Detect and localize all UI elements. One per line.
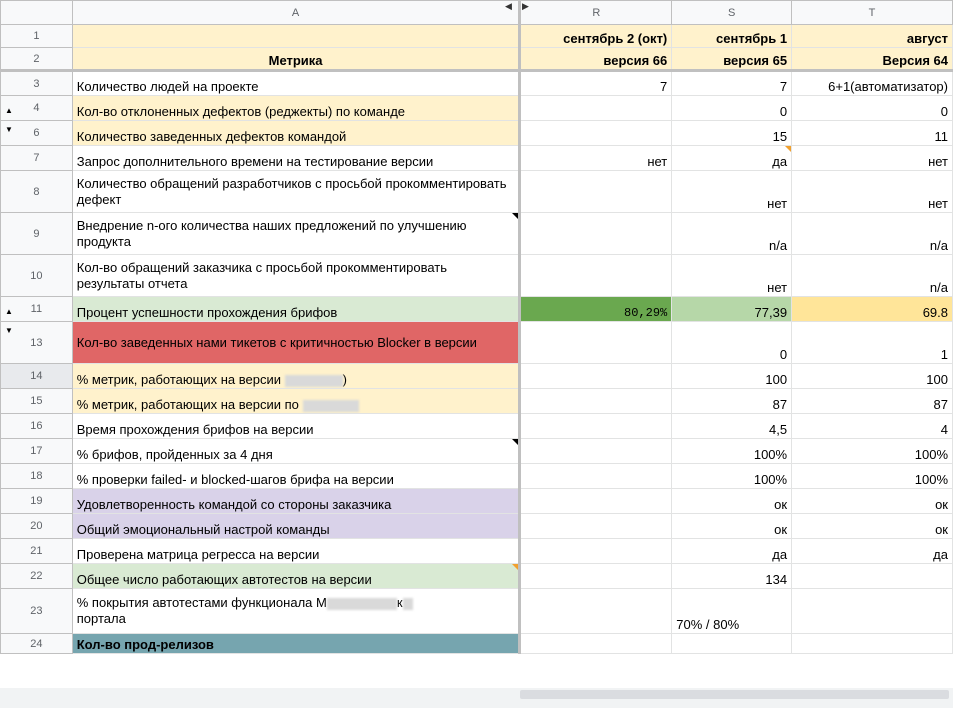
column-label-r: R [592,6,601,19]
triangle-left-icon[interactable]: ◀ [505,1,512,11]
row-header[interactable] [1,564,73,589]
table-row [1,389,953,414]
triangle-up-icon[interactable]: ▲ [5,106,13,115]
cell[interactable]: да [672,146,792,171]
row-number: 9 [33,227,40,240]
table-row [1,489,953,514]
row-number: 8 [33,185,40,198]
cell[interactable]: август [792,25,953,48]
triangle-down-icon[interactable]: ▼ [5,326,13,335]
table-row [1,213,953,255]
cell[interactable]: 7 [520,71,672,96]
row-header[interactable] [1,589,73,634]
row-header[interactable] [1,489,73,514]
row-header[interactable] [1,439,73,464]
row-header[interactable] [1,25,73,48]
cell[interactable] [520,96,672,121]
row-header[interactable] [1,255,73,297]
cell[interactable]: Кол-во обращений заказчика с просьбой прокомментировать результаты отчета [72,255,520,297]
cell[interactable]: 6+1(автоматизатор) [792,71,953,96]
column-header-t[interactable] [792,1,953,25]
cell[interactable]: нет [792,171,953,213]
row-header[interactable] [1,171,73,213]
cell[interactable]: 69.8 [792,297,953,322]
cell[interactable]: 100% [792,439,953,464]
cell[interactable]: 100 [792,364,953,389]
cell[interactable] [520,322,672,364]
row-header[interactable] [1,297,73,322]
cell[interactable]: n/a [792,213,953,255]
table-row [1,464,953,489]
row-number: 18 [30,470,43,482]
row-number: 3 [33,77,40,90]
cell[interactable]: 134 [672,564,792,589]
row-number: 15 [30,395,43,407]
cell[interactable]: ок [672,514,792,539]
triangle-up-icon[interactable]: ▲ [5,307,13,316]
cell[interactable]: ок [792,514,953,539]
row-header[interactable] [1,389,73,414]
row-header[interactable] [1,322,73,364]
cell[interactable]: 100% [792,464,953,489]
redacted-block [327,598,397,610]
cell[interactable]: 87 [672,389,792,414]
row-header[interactable] [1,48,73,71]
table-row [1,514,953,539]
cell[interactable]: нет [792,146,953,171]
row-number: 22 [30,570,43,582]
cell[interactable]: 0 [672,96,792,121]
row-number: 19 [30,495,43,507]
cell[interactable]: Версия 64 [792,48,953,71]
cell[interactable] [520,539,672,564]
table-row [1,322,953,364]
cell[interactable] [520,589,672,634]
column-header-a[interactable] [72,1,520,25]
cell[interactable] [520,564,672,589]
cell[interactable]: 77,39 [672,297,792,322]
cell[interactable] [520,514,672,539]
horizontal-scrollbar[interactable] [520,690,949,699]
row-header[interactable] [1,96,73,121]
cell-text: % покрытия автотестами функционала [76,595,313,610]
row-header[interactable] [1,364,73,389]
row-number: 13 [30,336,43,349]
table-row [1,414,953,439]
row-number: 24 [30,637,43,650]
cell[interactable]: Процент успешности прохождения брифов [72,297,520,322]
table-row [1,96,953,121]
cell[interactable] [72,589,520,634]
cell[interactable]: нет [520,146,672,171]
row-header[interactable] [1,414,73,439]
cell[interactable]: 1 [792,322,953,364]
row-header[interactable] [1,146,73,171]
row-header[interactable] [1,121,73,146]
select-all-corner[interactable] [1,1,73,25]
table-row [1,439,953,464]
column-label-s: S [728,6,736,19]
cell[interactable]: n/a [672,213,792,255]
cell[interactable]: ок [672,489,792,514]
row-header[interactable] [1,71,73,96]
cell[interactable]: нет [672,171,792,213]
row-number: 20 [30,520,43,532]
table-row [1,589,953,634]
cell[interactable] [72,389,520,414]
cell[interactable] [672,634,792,654]
cell[interactable]: 80,29% [520,297,672,322]
table-row [1,25,953,48]
cell[interactable] [520,414,672,439]
cell[interactable]: Запрос дополнительного времени на тестирование версии [72,146,520,171]
row-number: 2 [33,52,40,65]
cell[interactable]: 4,5 [672,414,792,439]
table-row [1,297,953,322]
cell[interactable]: 0 [792,96,953,121]
cell[interactable]: Количество заведенных дефектов командой [72,121,520,146]
redacted-block [303,400,359,412]
cell[interactable]: Кол-во прод-релизов [72,634,520,654]
cell[interactable] [520,121,672,146]
cell[interactable]: нет [672,255,792,297]
cell-text-mid2: к [396,595,403,610]
cell[interactable] [520,464,672,489]
row-number: 10 [30,269,43,282]
redacted-block [403,598,413,610]
row-header[interactable] [1,539,73,564]
cell[interactable] [72,25,520,48]
cell[interactable]: ок [792,489,953,514]
cell[interactable]: Проверена матрица регресса на версии [72,539,520,564]
cell[interactable]: сентябрь 1 [672,25,792,48]
table-row [1,539,953,564]
cell[interactable]: Удовлетворенность командой со стороны заказчика [72,489,520,514]
row-number: 17 [30,445,43,457]
cell-text-suffix: ) [342,372,347,387]
row-header[interactable] [1,514,73,539]
cell[interactable]: 7 [672,71,792,96]
cell[interactable]: % проверки failed- и blocked-шагов брифа на версии [72,464,520,489]
cell[interactable]: 87 [792,389,953,414]
row-number: 23 [30,605,43,617]
row-header[interactable] [1,634,73,654]
column-label-t: T [868,6,876,19]
table-row [1,364,953,389]
cell[interactable] [792,634,953,654]
cell[interactable] [792,589,953,634]
cell[interactable] [520,171,672,213]
cell[interactable]: 11 [792,121,953,146]
cell[interactable]: да [792,539,953,564]
cell[interactable]: Время прохождения брифов на версии [72,414,520,439]
cell-text: % метрик, работающих на версии по [76,397,299,412]
table-row [1,121,953,146]
cell[interactable] [520,255,672,297]
cell-text-mid: М [316,595,327,610]
row-number: 1 [33,30,40,42]
cell[interactable]: Количество людей на проекте [72,71,520,96]
redacted-block [285,375,343,387]
cell[interactable]: n/a [792,255,953,297]
cell[interactable] [520,439,672,464]
column-header-r[interactable] [520,1,672,25]
table-row [1,634,953,654]
cell[interactable]: 15 [672,121,792,146]
cell[interactable]: Общее число работающих автотестов на версии [72,564,520,589]
row-number: 16 [30,420,43,432]
cell[interactable]: % брифов, пройденных за 4 дня [72,439,520,464]
table-row [1,71,953,96]
cell[interactable] [520,489,672,514]
cell[interactable] [72,364,520,389]
column-label-a: A [291,6,300,19]
cell[interactable]: Внедрение n-ого количества наших предложений по улучшению продукта [72,213,520,255]
triangle-right-icon[interactable]: ▶ [522,1,529,11]
row-number: 7 [33,152,40,164]
cell[interactable]: 100% [672,464,792,489]
cell-text: % метрик, работающих на версии [76,372,281,387]
cell[interactable] [520,389,672,414]
cell[interactable]: да [672,539,792,564]
cell[interactable] [520,634,672,654]
table-row [1,146,953,171]
cell[interactable]: версия 66 [520,48,672,71]
cell[interactable]: сентябрь 2 (окт) [520,25,672,48]
cell[interactable]: 0 [672,322,792,364]
cell[interactable]: 100% [672,439,792,464]
row-number: 11 [30,303,43,315]
row-header[interactable] [1,213,73,255]
row-number: 21 [30,545,43,557]
table-row [1,48,953,71]
row-number: 6 [33,127,40,139]
cell[interactable]: Количество обращений разработчиков с просьбой прокомментировать дефект [72,171,520,213]
column-header-row [1,1,953,25]
row-number: 4 [33,102,40,114]
cell[interactable]: 100 [672,364,792,389]
column-header-s[interactable] [672,1,792,25]
cell[interactable]: 4 [792,414,953,439]
cell[interactable]: версия 65 [672,48,792,71]
triangle-down-icon[interactable]: ▼ [5,125,13,134]
cell[interactable]: 70% / 80% [672,589,792,634]
cell[interactable] [520,364,672,389]
cell-text-end: портала [76,611,126,626]
row-number: 14 [30,370,43,382]
table-row [1,255,953,297]
cell[interactable] [520,213,672,255]
table-row [1,564,953,589]
cell[interactable]: Метрика [72,48,520,71]
cell[interactable]: Общий эмоциональный настрой команды [72,514,520,539]
table-row [1,171,953,213]
cell[interactable]: Кол-во отклоненных дефектов (реджекты) по команде [72,96,520,121]
cell[interactable] [792,564,953,589]
cell[interactable]: Кол-во заведенных нами тикетов с критичностью Blocker в версии [72,322,520,364]
row-header[interactable] [1,464,73,489]
